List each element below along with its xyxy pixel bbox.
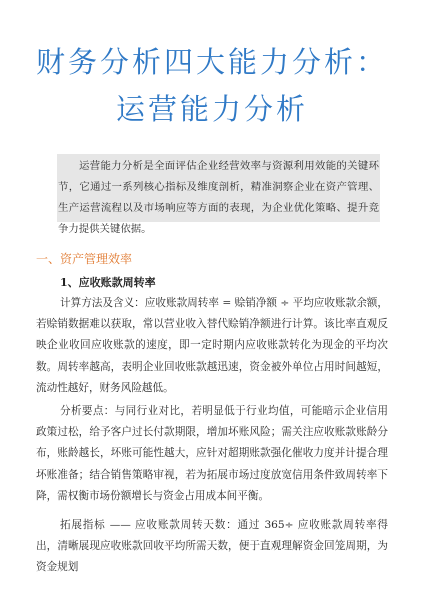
document-title-line-2: 运营能力分析 (115, 92, 308, 126)
paragraph-analysis-points: 分析要点：与同行业对比，若明显低于行业均值，可能暗示企业信用政策过松，给予客户过长付款期限，增加坏账风险；需关注应收账款账龄分布，账龄越长，坏账可能性越大，应针对超期账款强化催收力度并计提合理坏账准备；结合销售策略审视，若为拓展市场过度放宽信用条件致周转率下降，需权衡市场份额增长与资金占用成本间平衡。 (36, 405, 388, 502)
abstract-text: 运营能力分析是全面评估企业经营效率与资源利用效能的关键环节，它通过一系列核心指标及维度剖析，精准洞察企业在资产管理、生产运营流程以及市场响应等方面的表现，为企业优化策略、提升竞争力提供关键依据。 (58, 160, 379, 235)
section-heading-asset-management: 一、资产管理效率 (36, 252, 133, 266)
document-title-line-1: 财务分析四大能力分析： (35, 45, 388, 79)
paragraph-calculation-method: 计算方法及含义：应收账款周转率 = 赊销净额 ÷ 平均应收账款余额，若赊销数据难以获取，常以营业收入替代赊销净额进行计算。该比率直观反映企业收回应收账款的速度，即一定时期内应收账款转化为现金的平均次数。周转率越高，表明企业回收账款越迅速，资金被外单位占用时间越短，流动性越好，财务风险越低。 (36, 297, 388, 394)
paragraph-extended-indicator: 拓展指标 —— 应收账款周转天数：通过 365÷ 应收账款周转率得出，清晰展现应收账款回收平均所需天数，便于直观理解资金回笼周期，为资金规划 (36, 519, 388, 574)
subsection-heading-receivables-turnover: 1、应收账款周转率 (60, 276, 156, 289)
